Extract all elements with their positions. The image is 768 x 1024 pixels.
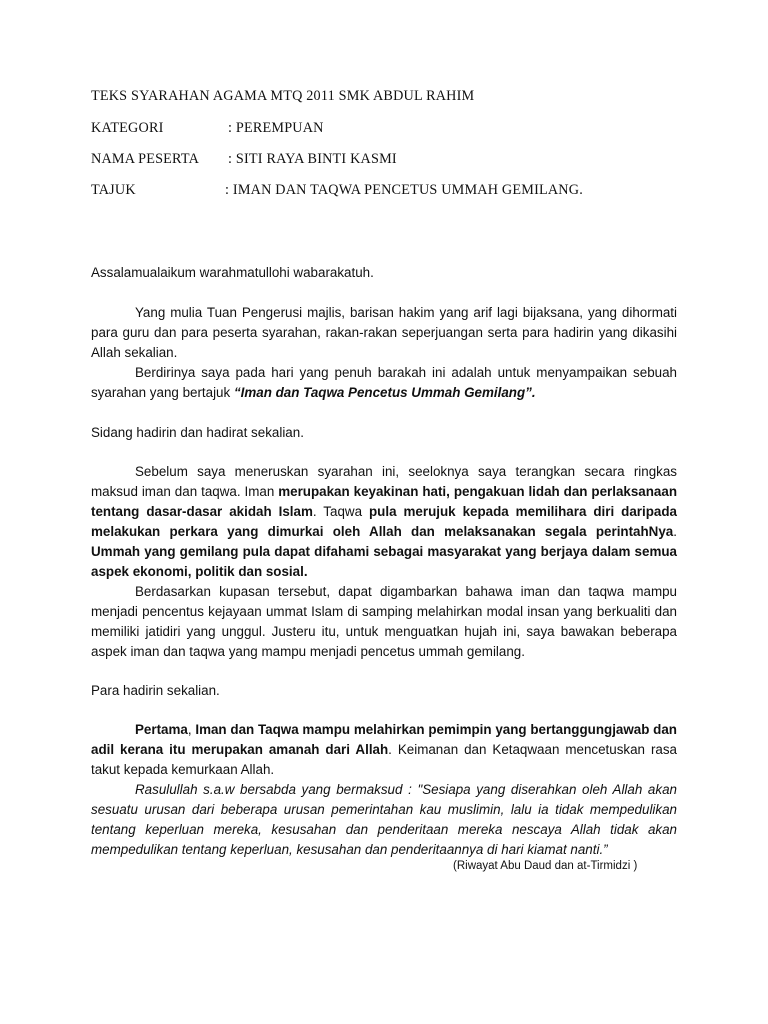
paragraph-address-1: Sidang hadirin dan hadirat sekalian. — [91, 425, 304, 440]
header-label: TAJUK — [91, 182, 136, 198]
document-title: TEKS SYARAHAN AGAMA MTQ 2011 SMK ABDUL RAHIM — [91, 88, 475, 104]
text-run: Sebelum saya meneruskan syarahan ini, seeloknya saya terangkan secara ringkas maksud iman dan taqwa. Iman — [91, 464, 677, 499]
paragraph-definition — [91, 462, 677, 582]
greeting: Assalamualaikum warahmatullohi wabarakatuh. — [91, 265, 374, 280]
text-run: . Keimanan dan Ketaqwaan mencetuskan rasa takut kepada kemurkaan Allah. — [91, 742, 677, 777]
bold-run: Pertama — [135, 722, 188, 737]
header-label: KATEGORI — [91, 120, 164, 136]
paragraph-first-point — [91, 720, 677, 780]
text-run: , — [187, 722, 196, 737]
hadith-source: (Riwayat Abu Daud dan at-Tirmidzi ) — [453, 860, 638, 872]
paragraph-opening: Yang mulia Tuan Pengerusi majlis, barisan hakim yang arif lagi bijaksana, yang dihormati para guru dan para peserta syarahan, rakan-rakan seperjuangan serta para hadirin yang dikasihi Allah sekalian. — [91, 305, 677, 360]
text-run: Berdirinya saya pada hari yang penuh barakah ini adalah untuk menyampaikan sebuah syarahan yang bertajuk — [91, 365, 677, 400]
header-value: : IMAN DAN TAQWA PENCETUS UMMAH GEMILANG. — [225, 182, 583, 198]
paragraph-analysis: Berdasarkan kupasan tersebut, dapat digambarkan bahawa iman dan taqwa mampu menjadi pencentus kejayaan ummat Islam di samping melahirkan modal insan yang berkualiti dan memiliki jatidiri yang unggul. Justeru itu, untuk menguatkan hujah ini, saya bawakan beberapa aspek iman dan taqwa yang mampu menjadi pencetus ummah gemilang. — [91, 584, 677, 659]
text-run: Rasulullah s.a.w bersabda yang bermaksud : — [135, 782, 418, 797]
bold-run: merupakan keyakinan hati, pengakuan lidah dan perlaksanaan tentang dasar-dasar akidah Islam — [91, 484, 678, 519]
paragraph-address-2: Para hadirin sekalian. — [91, 683, 220, 698]
paragraph-topic — [91, 363, 677, 403]
text-run: . Taqwa — [312, 504, 369, 519]
bold-run: pula merujuk kepada memilihara diri daripada melakukan perkara yang dimurkai oleh Allah dan melaksanakan segala perintahNya — [91, 504, 677, 539]
paragraph-hadith — [91, 780, 677, 860]
hadith-quote: "Sesiapa yang diserahkan oleh Allah akan sesuatu urusan dari beberapa urusan pemerintahan kau muslimin, lalu ia tidak mempedulikan tentang keperluan mereka, kesusahan dan penderitaan mereka nescaya Allah tidak akan mempedulikan tentang keperluan, kesusahan dan penderitaannya di hari kiamat nanti.” — [91, 782, 677, 857]
topic-title: “Iman dan Taqwa Pencetus Ummah Gemilang”. — [233, 385, 536, 400]
text-run: . — [673, 524, 677, 539]
header-value: : SITI RAYA BINTI KASMI — [228, 151, 397, 167]
header-value: : PEREMPUAN — [228, 120, 324, 136]
header-label: NAMA PESERTA — [91, 151, 200, 167]
bold-run: Iman dan Taqwa mampu melahirkan pemimpin yang bertanggungjawab dan adil kerana itu merupakan amanah dari Allah — [91, 722, 677, 757]
bold-run: Ummah yang gemilang pula dapat difahami sebagai masyarakat yang berjaya dalam semua aspek ekonomi, politik dan sosial. — [91, 544, 677, 579]
